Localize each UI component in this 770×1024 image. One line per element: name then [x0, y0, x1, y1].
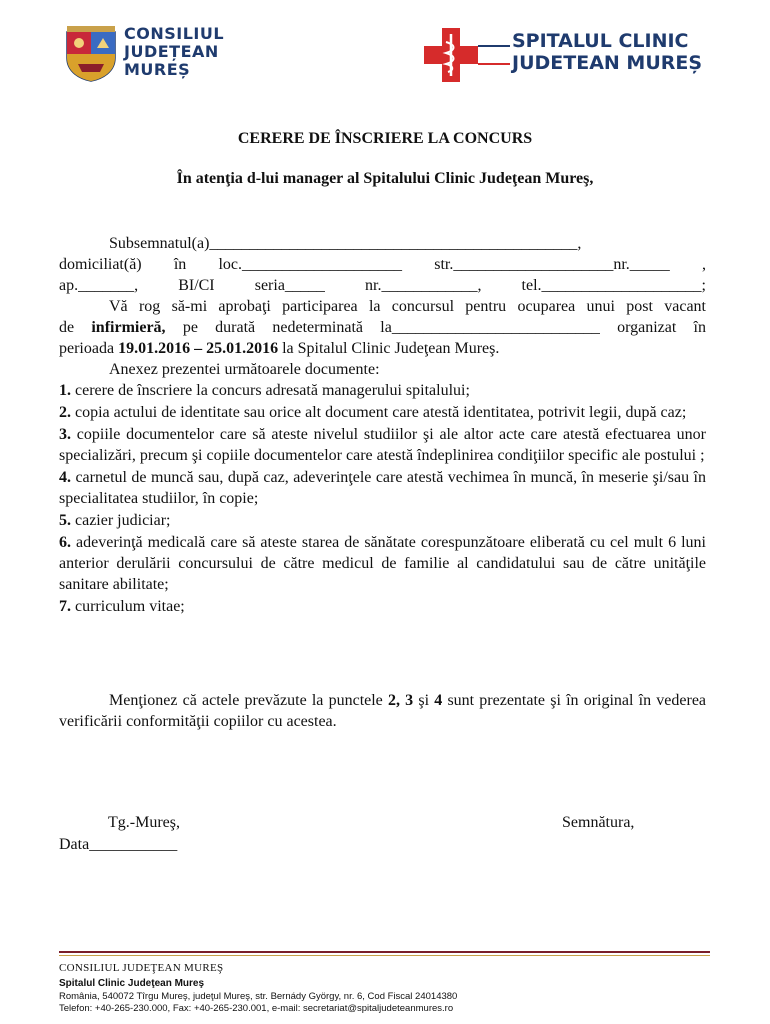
medical-cross-icon — [420, 28, 512, 84]
name-line: Subsemnatul(a)______________________________________________, — [109, 235, 582, 252]
position-name: infirmieră, — [91, 319, 166, 336]
signature-label: Semnătura, — [562, 814, 635, 831]
consiliul-judetean-logo — [64, 24, 264, 82]
right-logo-line2: JUDETEAN MUREȘ — [512, 52, 703, 74]
footer-divider — [59, 951, 710, 953]
document-list-item: 1. cerere de înscriere la concurs adresată managerului spitalului; — [59, 382, 470, 399]
request-line-3: perioada 19.01.2016 – 25.01.2016 la Spitalul Clinic Judeţean Mureş. — [59, 340, 500, 357]
footer-hospital: Spitalul Clinic Judeţean Mureş — [59, 978, 205, 989]
date-field: Data___________ — [59, 836, 178, 853]
address-line: domiciliat(ă) în loc.____________________ str.____________________nr._____ , — [59, 256, 706, 273]
annex-intro: Anexez prezentei următoarele documente: — [109, 361, 380, 378]
left-logo-line1: CONSILIUL — [124, 24, 225, 43]
right-logo-line1: SPITALUL CLINIC — [512, 30, 689, 52]
document-addressee: În atenţia d-lui manager al Spitalului Clinic Judeţean Mureş, — [176, 170, 594, 187]
footer-contact: Telefon: +40-265-230.000, Fax: +40-265-230.001, e-mail: secretariat@spitaljudeteanmures.ro — [59, 1003, 454, 1014]
request-line-1: Vă rog să-mi aprobaţi participarea la concursul pentru ocuparea unui post vacant — [109, 298, 706, 315]
coat-of-arms-icon — [64, 24, 118, 82]
contest-period: 19.01.2016 – 25.01.2016 — [118, 340, 279, 357]
document-list-item: 5. cazier judiciar; — [59, 512, 171, 529]
left-logo-line3: MUREȘ — [124, 60, 191, 79]
document-list-item: 3. copiile documentelor care să ateste nivelul studiilor şi ale altor acte care atestă efectuarea unor specializări, precum şi copiile documentelor care atestă îndeplinirea condiţiilor specific ale postului ; — [59, 426, 706, 464]
document-list-item: 2. copia actului de identitate sau orice alt document care atestă identitatea, potrivit legii, după caz; — [59, 404, 687, 421]
left-logo-line2: JUDEȚEAN — [124, 42, 219, 61]
place-label: Tg.-Mureş, — [108, 814, 180, 831]
id-line: ap._______, BI/CI seria_____ nr.____________, tel.____________________; — [59, 277, 706, 294]
footer-org: CONSILIUL JUDEŢEAN MUREŞ — [59, 962, 224, 974]
request-line-2: de infirmieră, pe durată nedeterminată la__________________________ organizat în — [59, 319, 706, 336]
document-title: CERERE DE ÎNSCRIERE LA CONCURS — [237, 130, 533, 147]
originals-mention: Menţionez că actele prevăzute la punctele 2, 3 şi 4 sunt prezentate şi în original în vederea verificării conformităţii copiilor cu acestea. — [59, 692, 707, 730]
document-list-item: 6. adeverinţă medicală care să ateste starea de sănătate corespunzătoare eliberată cu cel mult 6 luni anterior derulării concursului de către medicul de familie al candidatului sau de către unităţile sanitare abilitate; — [59, 534, 706, 593]
request-body — [59, 233, 706, 617]
footer-address: România, 540072 Tîrgu Mureş, judeţul Mureş, str. Bernády György, nr. 6, Cod Fiscal 24014380 — [59, 991, 458, 1002]
document-list-item: 4. carnetul de muncă sau, după caz, adeverinţele care atestă vechimea în muncă, în meserie şi/sau în specialitatea studiilor, în copie; — [59, 469, 706, 507]
document-list-item: 7. curriculum vitae; — [59, 598, 185, 615]
footer-divider-accent — [59, 955, 710, 956]
spitalul-clinic-logo — [420, 22, 720, 86]
